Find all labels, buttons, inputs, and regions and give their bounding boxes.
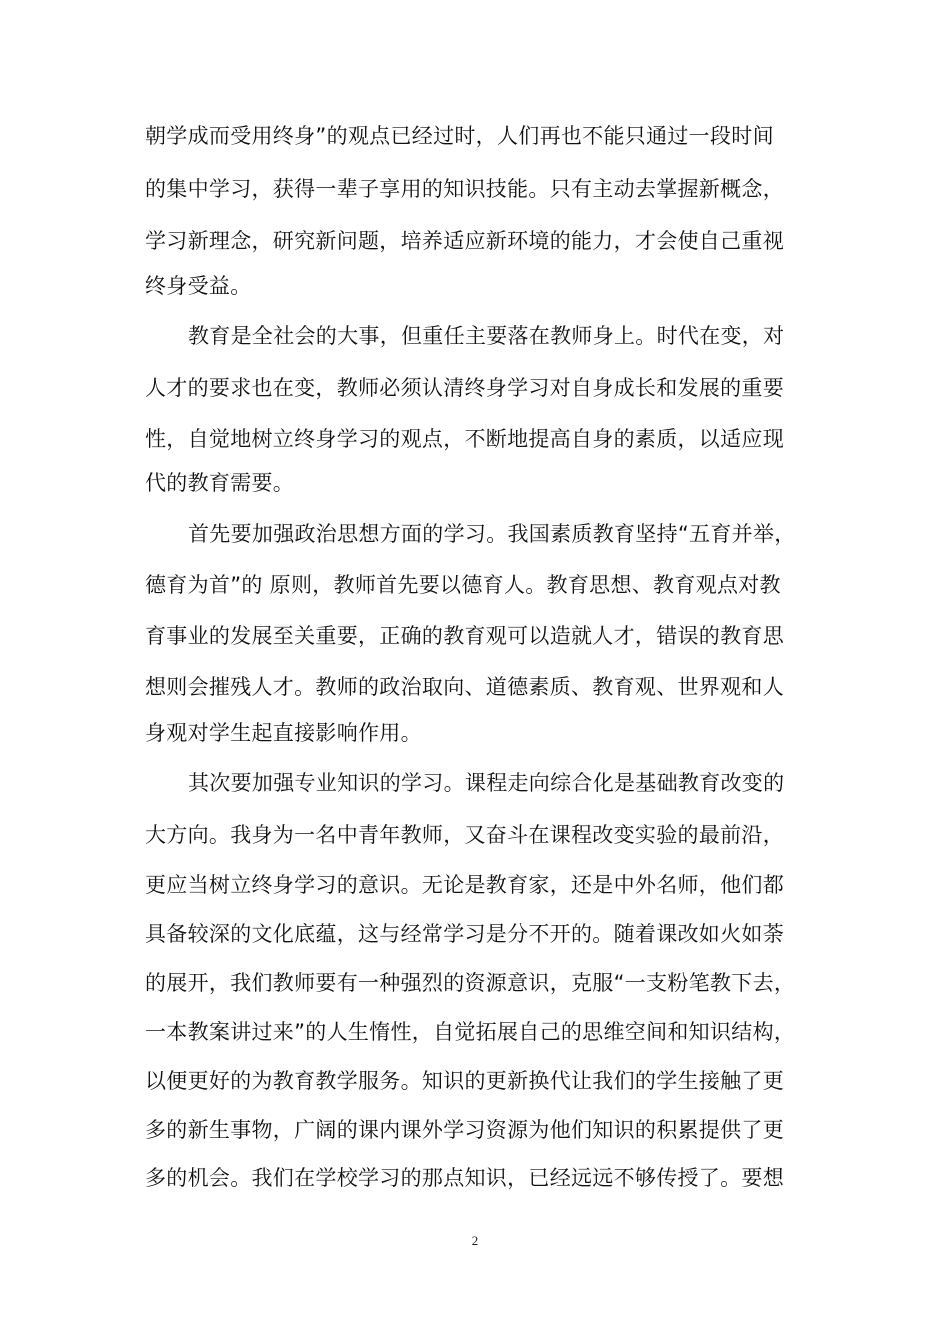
text-line: 身观对学生起直接影响作用。	[145, 721, 422, 745]
text-line: 人才的要求也在变，教师必须认清终身学习对自身成长和发展的重要	[145, 376, 784, 400]
text-line: 育事业的发展至关重要，正确的教育观可以造就人才，错误的教育思	[145, 624, 784, 648]
text-line: 德育为首”的 原则，教师首先要以德育人。教育思想、教育观点对教	[145, 573, 781, 597]
text-line: 的集中学习，获得一辈子享用的知识技能。只有主动去掌握新概念，	[145, 177, 784, 201]
text-line: 朝学成而受用终身”的观点已经过时，人们再也不能只通过一段时间	[145, 124, 774, 148]
text-line: 首先要加强政治思想方面的学习。我国素质教育坚持“五育并举，	[188, 522, 796, 546]
page-number: 2	[471, 1233, 479, 1248]
text-line: 终身受益。	[145, 274, 252, 298]
text-line: 具备较深的文化底蕴，这与经常学习是分不开的。随着课改如火如荼	[145, 922, 784, 946]
text-line: 代的教育需要。	[145, 471, 295, 495]
text-line: 大方向。我身为一名中青年教师，又奋斗在课程改变实验的最前沿，	[145, 823, 784, 847]
text-line: 更应当树立终身学习的意识。无论是教育家，还是中外名师，他们都	[145, 873, 784, 897]
text-line: 一本教案讲过来”的人生惰性，自觉拓展自己的思维空间和知识结构，	[145, 1020, 796, 1044]
text-line: 学习新理念，研究新问题，培养适应新环境的能力，才会使自己重视	[145, 229, 784, 253]
text-line: 多的机会。我们在学校学习的那点知识，已经远远不够传授了。要想	[145, 1166, 784, 1190]
text-line: 的展开，我们教师要有一种强烈的资源意识，克服“一支粉笔教下去，	[145, 971, 796, 995]
text-line: 其次要加强专业知识的学习。课程走向综合化是基础教育改变的	[188, 771, 785, 795]
text-line: 多的新生事物，广阔的课内课外学习资源为他们知识的积累提供了更	[145, 1118, 784, 1142]
text-line: 性，自觉地树立终身学习的观点，不断地提高自身的素质，以适应现	[145, 427, 784, 451]
text-line: 教育是全社会的大事，但重任主要落在教师身上。时代在变，对	[188, 324, 785, 348]
text-line: 想则会摧残人才。教师的政治取向、道德素质、教育观、世界观和人	[145, 675, 784, 699]
text-line: 以便更好的为教育教学服务。知识的更新换代让我们的学生接触了更	[145, 1069, 784, 1093]
